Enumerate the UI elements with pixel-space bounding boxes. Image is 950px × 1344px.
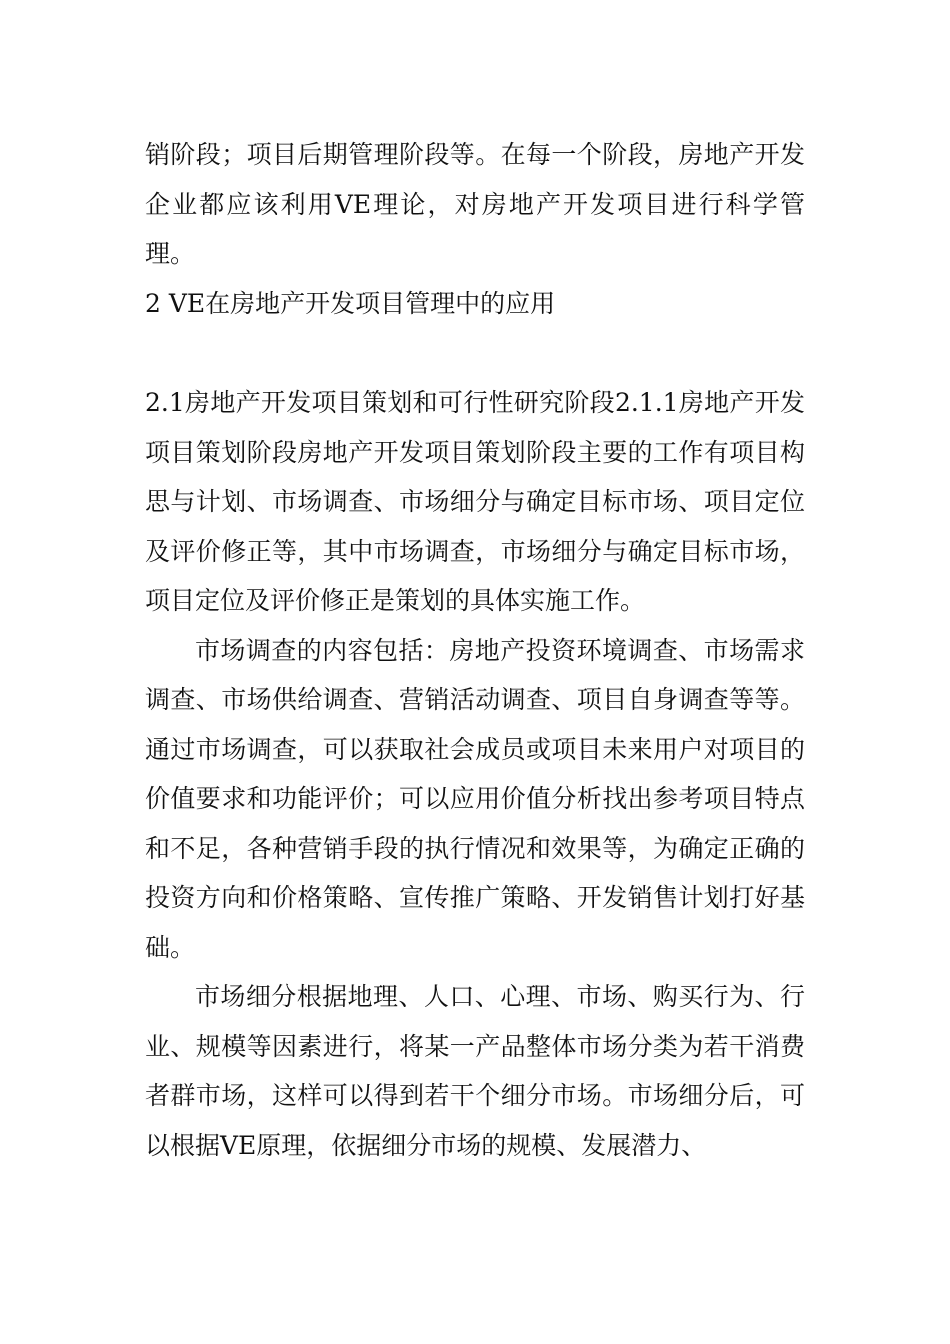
paragraph-continuation: 销阶段；项目后期管理阶段等。在每一个阶段，房地产开发企业都应该利用VE理论，对房地产开发项目进行科学管理。 bbox=[145, 140, 805, 268]
section-heading: 2 VE在房地产开发项目管理中的应用 bbox=[145, 288, 556, 318]
paragraph-market-survey: 市场调查的内容包括：房地产投资环境调查、市场需求调查、市场供给调查、营销活动调查、项目自身调查等等。通过市场调查，可以获取社会成员或项目未来用户对项目的价值要求和功能评价；可以应用价值分析找出参考项目特点和不足，各种营销手段的执行情况和效果等，为确定正确的投资方向和价格策略、宣传推广策略、开发销售计划打好基础。 bbox=[145, 635, 805, 962]
paragraph-market-segmentation: 市场细分根据地理、人口、心理、市场、购买行为、行业、规模等因素进行，将某一产品整体市场分类为若干消费者群市场，这样可以得到若干个细分市场。市场细分后，可以根据VE原理，依据细分市场的规模、发展潜力、 bbox=[145, 982, 805, 1160]
document-body bbox=[145, 130, 805, 1170]
subsection-paragraph: 2.1房地产开发项目策划和可行性研究阶段2.1.1房地产开发项目策划阶段房地产开发项目策划阶段主要的工作有项目构思与计划、市场调查、市场细分与确定目标市场、项目定位及评价修正等，其中市场调查，市场细分与确定目标市场，项目定位及评价修正是策划的具体实施工作。 bbox=[145, 388, 805, 615]
